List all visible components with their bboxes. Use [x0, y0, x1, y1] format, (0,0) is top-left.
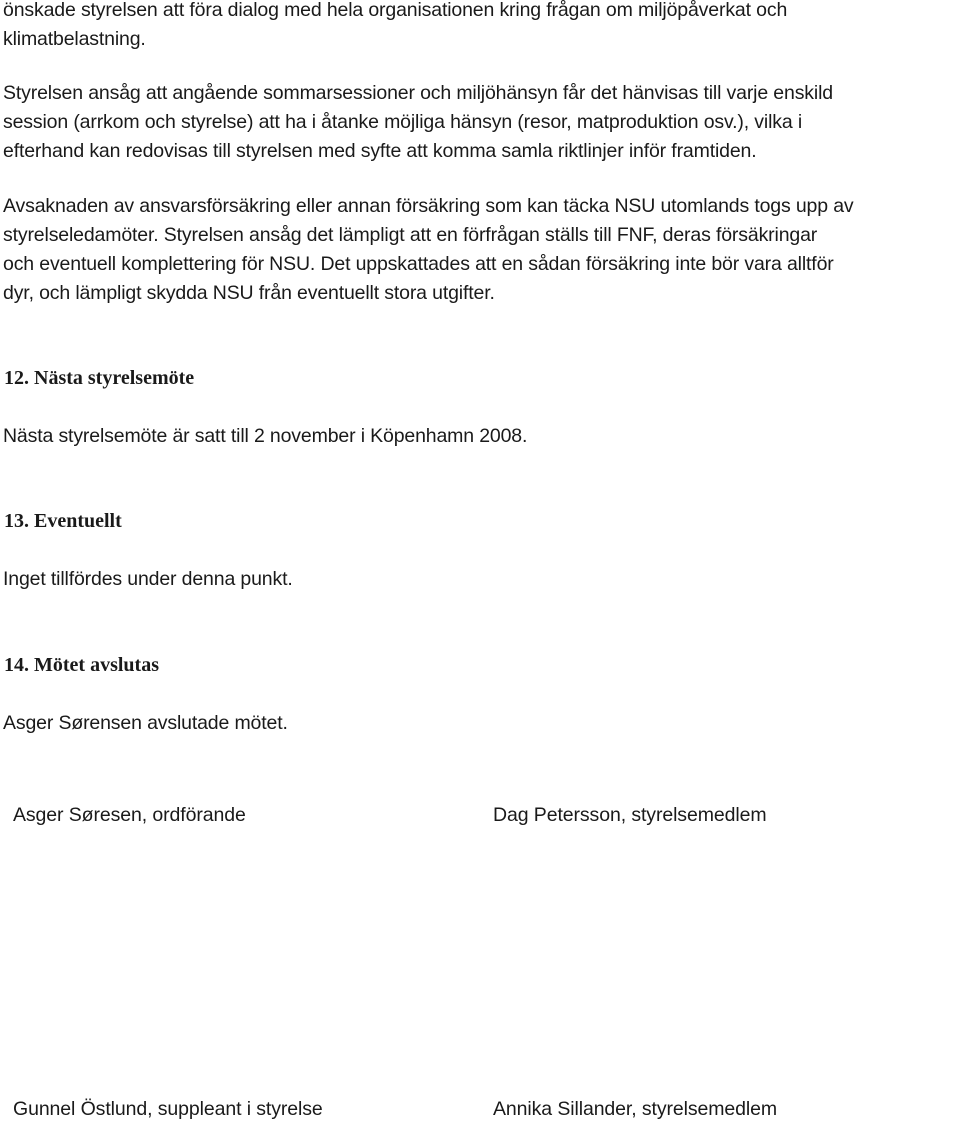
paragraph-insurance: [3, 192, 958, 308]
text-line: dyr, och lämpligt skydda NSU från eventuellt stora utgifter.: [3, 282, 495, 304]
section-heading-next-meeting: 12. Nästa styrelsemöte: [4, 367, 195, 389]
section-body-meeting-closed: Asger Sørensen avslutade mötet.: [3, 712, 288, 734]
text-line: klimatbelastning.: [3, 28, 146, 50]
signature-chair: Asger Søresen, ordförande: [13, 804, 246, 826]
signature-board-member-2: Annika Sillander, styrelsemedlem: [493, 1098, 778, 1120]
section-heading-other: 13. Eventuellt: [4, 510, 122, 532]
text-line: Styrelsen ansåg att angående sommarsessioner och miljöhänsyn får det hänvisas till varje enskild: [3, 82, 833, 104]
section-heading-meeting-closed: 14. Mötet avslutas: [4, 654, 159, 676]
paragraph-summer-sessions: [3, 79, 958, 166]
signature-board-member-1: Dag Petersson, styrelsemedlem: [493, 804, 767, 826]
text-line: och eventuell komplettering för NSU. Det uppskattades att en sådan försäkring inte bör vara alltför: [3, 253, 834, 275]
text-line: önskade styrelsen att föra dialog med hela organisationen kring frågan om miljöpåverkat och: [3, 0, 788, 21]
text-line: styrelseledamöter. Styrelsen ansåg det lämpligt att en förfrågan ställs till FNF, deras försäkringar: [3, 224, 818, 246]
text-line: efterhand kan redovisas till styrelsen med syfte att komma samla riktlinjer inför framtiden.: [3, 140, 757, 162]
signature-deputy: Gunnel Östlund, suppleant i styrelse: [13, 1098, 323, 1120]
paragraph-climate-dialog: [3, 0, 958, 54]
section-body-next-meeting: Nästa styrelsemöte är satt till 2 november i Köpenhamn 2008.: [3, 425, 528, 447]
section-body-other: Inget tillfördes under denna punkt.: [3, 568, 293, 590]
text-line: session (arrkom och styrelse) att ha i åtanke möjliga hänsyn (resor, matproduktion osv.), vilka i: [3, 111, 803, 133]
text-line: Avsaknaden av ansvarsförsäkring eller annan försäkring som kan täcka NSU utomlands togs upp av: [3, 195, 854, 217]
